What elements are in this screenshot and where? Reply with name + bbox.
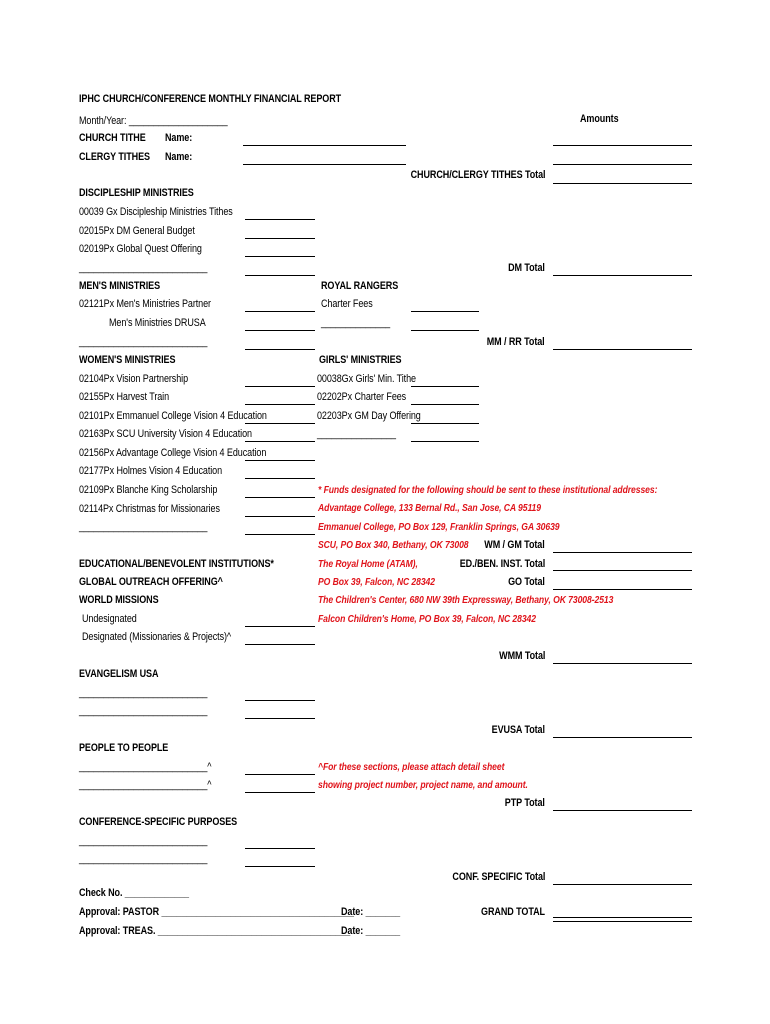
go-total-line[interactable] [553,589,692,590]
pastor-approval[interactable]: Approval: PASTOR _______________________________________ [79,906,354,918]
church-tithe-amount-line[interactable] [553,145,692,146]
institution-address: Falcon Children's Home, PO Box 39, Falcon, NC 28342 [318,613,536,625]
conf-total-label: CONF. SPECIFIC Total [452,871,545,883]
wm-amount-line[interactable] [245,516,315,517]
check-number[interactable]: Check No. _____________ [79,887,189,899]
church-tithe-label: CHURCH TITHE [79,132,146,144]
wm-amount-line[interactable] [245,386,315,387]
wm-amount-line[interactable] [245,423,315,424]
evangelism-heading: EVANGELISM USA [79,668,159,680]
dm-blank[interactable]: __________________________ [79,262,208,274]
gm-amount-line[interactable] [411,441,479,442]
mens-blank[interactable]: __________________________ [79,336,208,348]
gm-item: 00038Gx Girls' Min. Tithe [317,373,416,385]
treasurer-approval[interactable]: Approval: TREAS. _______________________________________ [79,925,351,937]
ptp-blank[interactable]: __________________________^ [79,761,212,773]
grand-total-line[interactable] [553,917,692,922]
rr-amount-line[interactable] [411,311,479,312]
funds-note: * Funds designated for the following should be sent to these institutional addresses: [318,484,658,496]
clergy-tithes-name-line[interactable] [243,164,406,165]
ptp-amount-line[interactable] [245,792,315,793]
rr-item: Charter Fees [321,298,373,310]
evusa-total-label: EVUSA Total [491,724,545,736]
conf-total-line[interactable] [553,884,692,885]
wm-amount-line[interactable] [245,460,315,461]
pastor-date[interactable]: Date: _______ [341,906,401,918]
report-title: IPHC CHURCH/CONFERENCE MONTHLY FINANCIAL REPORT [79,93,342,105]
church-tithe-name-label: Name: [165,132,193,144]
wm-item: 02104Px Vision Partnership [79,373,189,385]
institution-address: Advantage College, 133 Bernal Rd., San Jose, CA 95119 [318,502,541,514]
mens-amount-line[interactable] [245,330,315,331]
institution-address: PO Box 39, Falcon, NC 28342 [318,576,435,588]
wm-item: 02109Px Blanche King Scholarship [79,484,218,496]
womens-heading: WOMEN'S MINISTRIES [79,354,176,366]
ptp-amount-line[interactable] [245,774,315,775]
month-year-label: Month/Year: ____________________ [79,115,228,127]
go-heading: GLOBAL OUTREACH OFFERING^ [79,576,223,588]
evusa-amount-line[interactable] [245,718,315,719]
grand-total-label: GRAND TOTAL [481,906,545,918]
undesignated-amount-line[interactable] [245,626,315,627]
attach-note: showing project number, project name, and amount. [318,779,528,791]
dm-item: 02015Px DM General Budget [79,225,195,237]
church-clergy-total-line[interactable] [553,183,692,184]
wm-amount-line[interactable] [245,534,315,535]
discipleship-heading: DISCIPLESHIP MINISTRIES [79,187,194,199]
church-clergy-total-label: CHURCH/CLERGY TITHES Total [410,169,545,181]
dm-total-line[interactable] [553,275,692,276]
mm-rr-total-line[interactable] [553,349,692,350]
institution-address: The Royal Home (ATAM), [318,558,418,570]
ptp-blank[interactable]: __________________________^ [79,779,212,791]
wm-item: 02155Px Harvest Train [79,391,170,403]
wm-item: 02163Px SCU University Vision 4 Education [79,428,252,440]
dm-total-label: DM Total [508,262,545,274]
rr-item[interactable]: ______________ [321,317,391,329]
evusa-amount-line[interactable] [245,700,315,701]
conf-amount-line[interactable] [245,848,315,849]
ed-ben-total-label: ED./BEN. INST. Total [459,558,545,570]
designated-label: Designated (Missionaries & Projects)^ [82,631,232,643]
mens-item: 02121Px Men's Ministries Partner [79,298,211,310]
wm-gm-total-line[interactable] [553,552,692,553]
mens-heading: MEN'S MINISTRIES [79,280,161,292]
world-missions-heading: WORLD MISSIONS [79,594,159,606]
gm-item: 02202Px Charter Fees [317,391,407,403]
conf-blank[interactable]: __________________________ [79,835,208,847]
designated-amount-line[interactable] [245,644,315,645]
ptp-total-line[interactable] [553,810,692,811]
church-tithe-name-line[interactable] [243,145,406,146]
wm-amount-line[interactable] [245,497,315,498]
wmm-total-line[interactable] [553,663,692,664]
conf-amount-line[interactable] [245,866,315,867]
wm-blank[interactable]: __________________________ [79,521,208,533]
people-heading: PEOPLE TO PEOPLE [79,742,169,754]
wmm-total-label: WMM Total [498,650,545,662]
evusa-blank[interactable]: __________________________ [79,705,208,717]
dm-item: 00039 Gx Discipleship Ministries Tithes [79,206,233,218]
dm-amount-line[interactable] [245,256,315,257]
clergy-tithes-label: CLERGY TITHES [79,151,150,163]
institution-address: Emmanuel College, PO Box 129, Franklin Springs, GA 30639 [318,521,560,533]
conf-blank[interactable]: __________________________ [79,853,208,865]
dm-amount-line[interactable] [245,238,315,239]
institution-address: The Children's Center, 680 NW 39th Expressway, Bethany, OK 73008-2513 [318,594,614,606]
rr-amount-line[interactable] [411,330,479,331]
clergy-tithes-name-label: Name: [165,151,193,163]
go-total-label: GO Total [508,576,545,588]
gm-amount-line[interactable] [411,404,479,405]
amounts-header: Amounts [580,113,619,125]
evusa-blank[interactable]: __________________________ [79,687,208,699]
attach-note: ^For these sections, please attach detail sheet [318,761,505,773]
evusa-total-line[interactable] [553,737,692,738]
gm-item[interactable]: ________________ [317,428,396,440]
clergy-tithes-amount-line[interactable] [553,164,692,165]
wm-amount-line[interactable] [245,478,315,479]
dm-amount-line[interactable] [245,275,315,276]
institution-address: SCU, PO Box 340, Bethany, OK 73008 [318,539,469,551]
mens-amount-line[interactable] [245,349,315,350]
ptp-total-label: PTP Total [504,797,545,809]
mens-amount-line[interactable] [245,311,315,312]
royal-rangers-heading: ROYAL RANGERS [321,280,399,292]
wm-item: 02101Px Emmanuel College Vision 4 Education [79,410,267,422]
dm-amount-line[interactable] [245,219,315,220]
mm-rr-total-label: MM / RR Total [487,336,545,348]
wm-gm-total-label: WM / GM Total [484,539,545,551]
wm-amount-line[interactable] [245,441,315,442]
undesignated-label: Undesignated [82,613,137,625]
gm-item: 02203Px GM Day Offering [317,410,421,422]
gm-amount-line[interactable] [411,423,479,424]
girls-heading: GIRLS' MINISTRIES [319,354,402,366]
ed-ben-heading: EDUCATIONAL/BENEVOLENT INSTITUTIONS* [79,558,274,570]
treasurer-date[interactable]: Date: _______ [341,925,401,937]
dm-item: 02019Px Global Quest Offering [79,243,202,255]
gm-amount-line[interactable] [411,386,479,387]
wm-item: 02156Px Advantage College Vision 4 Education [79,447,267,459]
ed-ben-total-line[interactable] [553,570,692,571]
wm-item: 02114Px Christmas for Missionaries [79,503,220,515]
wm-item: 02177Px Holmes Vision 4 Education [79,465,223,477]
mens-item: Men's Ministries DRUSA [109,317,206,329]
conference-heading: CONFERENCE-SPECIFIC PURPOSES [79,816,238,828]
wm-amount-line[interactable] [245,404,315,405]
